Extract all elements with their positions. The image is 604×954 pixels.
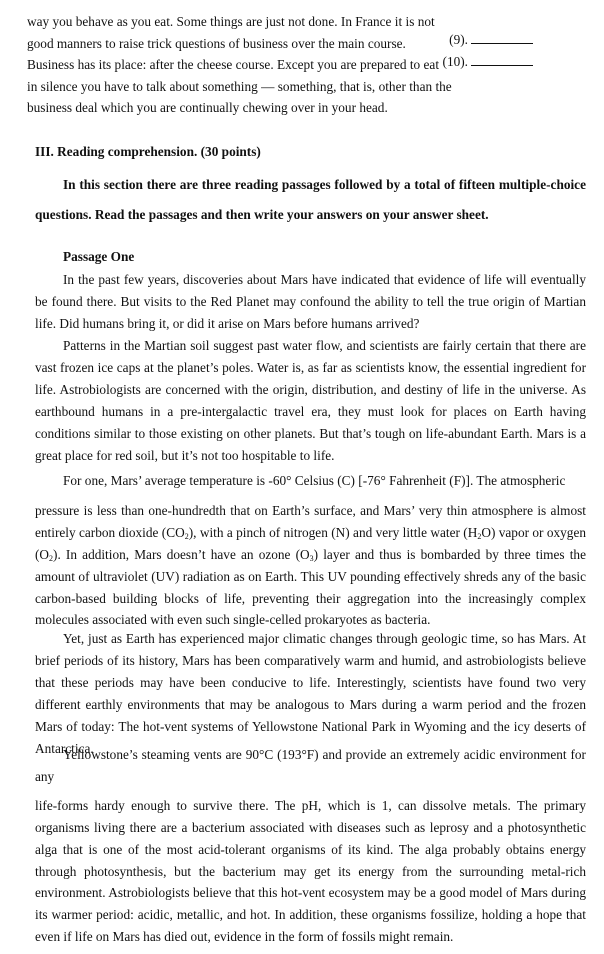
passage-title: Passage One: [63, 249, 135, 264]
paragraph-text: life-forms hardy enough to survive there. The pH, which is 1, can dissolve metals. The primary organisms living there are a bacterium associated with diseases such as leprosy and a photosynthetic alga that is one of the most acid-tolerant organisms of its kind. The alga probably obtains energy through photosynthesis, but the bacterium may get its energy from the surrounding metal-rich environment. Astrobiologists believe that this hot-vent ecosystem may be a good model of Mars during its warmer period: acidic, metallic, and hot. In addition, these organisms fossilize, holding a hope that even if life on Mars has died out, evidence in the form of fossils might remain.: [35, 797, 586, 945]
passage-paragraph-4: [35, 628, 586, 759]
blank-underline: [471, 32, 533, 44]
excerpt-line: good manners to raise trick questions of business over the main course.: [27, 35, 406, 51]
answer-blank-9: [440, 32, 533, 48]
paragraph-text: [35, 470, 586, 492]
text-run: O) vapor or oxygen (O: [35, 524, 587, 562]
paragraph-text: [35, 500, 586, 631]
excerpt-line: in silence you have to talk about something — something, that is, other than the: [27, 78, 452, 94]
answer-blank-10: [440, 54, 533, 70]
excerpt-line: way you behave as you eat. Some things are just not done. In France it is not: [27, 14, 435, 29]
blank-number: (9).: [449, 32, 468, 47]
section-instructions: In this section there are three reading passages followed by a total of fifteen multiple-choice questions. Read the passages and then write your answers on your answer sheet.: [35, 177, 586, 222]
blank-number: (10).: [442, 54, 468, 69]
paragraph-text: Yet, just as Earth has experienced major climatic changes through geologic time, so has Mars. At brief periods of its history, Mars has been comparatively warm and humid, and astrobiologists believe that these periods may have been conducive to life. Interestingly, scientists have found two very different earthly environments that may be analogous to Mars during a warm period and the frozen Mars of today: The hot-vent systems of Yellowstone National Park in Wyoming and the icy deserts of Antarctica.: [35, 631, 586, 756]
passage-paragraph-2: [35, 335, 586, 466]
text-run: pressure is less than one-hundredth that on Earth’s surface, and Mars’ very thin atmosphere is almost entirely carbon dioxide (CO: [35, 502, 586, 540]
paragraph-first-line: For one, Mars’ average temperature is -60° Celsius (C) [-76° Fahrenheit (F)]. The atmospheric: [63, 473, 566, 488]
excerpt-line: business deal which you are continually chewing over in your head.: [27, 100, 388, 116]
section-title: III. Reading comprehension. (30 points): [35, 144, 261, 159]
subscript: 2: [184, 531, 189, 541]
text-run: ) layer and thus is bombarded by three times the amount of ultraviolet (UV) radiation as on Earth. This UV pounding effectively shreds any of the basic carbon-based building blocks of life, preventing their aggregation into the increasingly complex molecules associated with even such single-celled prokaryotes as bacteria.: [35, 546, 586, 628]
previous-passage-excerpt: [27, 11, 452, 119]
passage-paragraph-3: [35, 470, 586, 631]
paragraph-text: In the past few years, discoveries about Mars have indicated that evidence of life will eventually be found there. But visits to the Red Planet may confound the ability to tell the true origin of Martian life. Did humans bring it, or did it arise on Mars before humans arrived?: [35, 272, 586, 331]
subscript: 3: [309, 553, 314, 563]
paragraph-text: Patterns in the Martian soil suggest past water flow, and scientists are fairly certain that there are vast frozen ice caps at the planet’s poles. Water is, as far as scientists know, the essential ingredient for life. Astrobiologists are concerned with the origin, distribution, and destiny of life in the universe. As earthbound humans in a pre-intergalactic travel era, they must look for places on Earth having conditions similar to those existing on other planets. But that’s tough on life-abundant Earth. Mars is a great place for red soil, but it’s not too hospitable to life.: [35, 338, 586, 463]
text-run: ). In addition, Mars doesn’t have an ozone (O: [53, 546, 310, 562]
paragraph-text: [35, 744, 586, 788]
subscript: 2: [49, 553, 54, 563]
excerpt-line: Business has its place: after the cheese course. Except you are prepared to eat: [27, 57, 440, 73]
blank-underline: [471, 54, 533, 66]
text-run: ), with a pinch of nitrogen (N) and very little water (H: [188, 524, 478, 540]
passage-paragraph-1: [35, 269, 586, 335]
subscript: 2: [477, 531, 482, 541]
passage-paragraph-5: [35, 744, 586, 948]
paragraph-first-line: Yellowstone’s steaming vents are 90°C (193°F) and provide an extremely acidic environment for any: [35, 747, 586, 784]
